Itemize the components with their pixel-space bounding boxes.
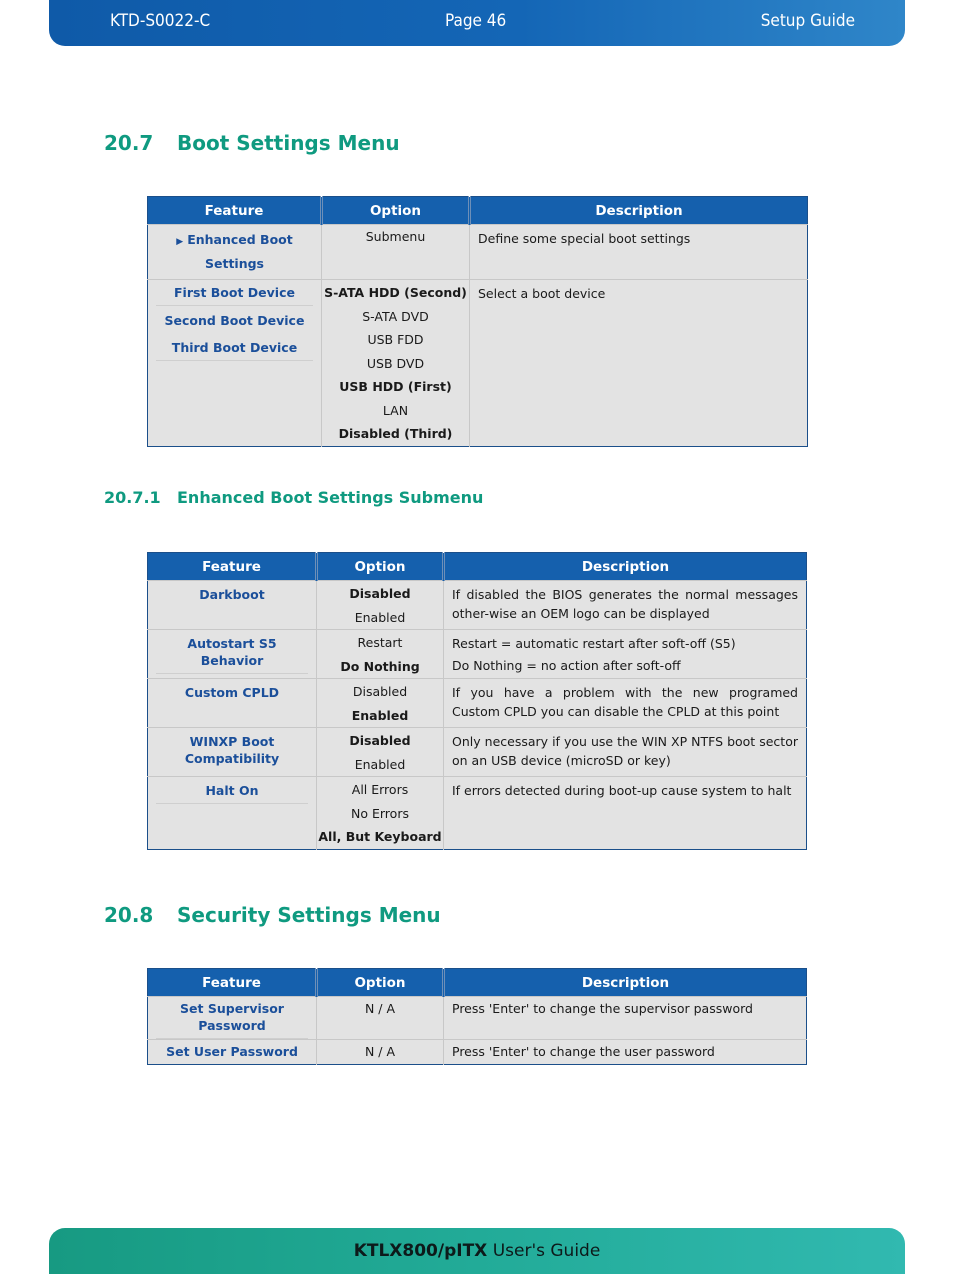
option-value: S-ATA DVD xyxy=(362,308,429,324)
option-value: USB DVD xyxy=(366,355,425,371)
option-value: USB FDD xyxy=(367,332,424,347)
description-text: Restart = automatic restart after soft-off (S5) xyxy=(452,636,736,651)
feature-set-supervisor-password[interactable]: Set Supervisor Password xyxy=(156,997,308,1039)
description-text: If you have a problem with the new programed Custom CPLD you can disable the CPLD at this point xyxy=(452,685,798,719)
col-option: Option xyxy=(317,553,444,581)
enhanced-boot-table xyxy=(147,552,807,850)
option-value: USB HDD (First) xyxy=(339,379,452,394)
option-value: Enabled xyxy=(351,707,409,723)
section-heading-20-7-1 xyxy=(104,488,483,507)
arrow-right-icon: ▶ xyxy=(176,237,184,247)
col-description: Description xyxy=(470,197,808,225)
option-value: Disabled xyxy=(352,684,408,699)
option-value: N / A xyxy=(364,1001,396,1016)
col-option: Option xyxy=(322,197,470,225)
col-feature: Feature xyxy=(148,969,317,997)
option-value: Disabled xyxy=(349,733,411,748)
options-cell xyxy=(322,280,470,447)
section-heading-20-8 xyxy=(104,903,441,927)
option-value: All, But Keyboard xyxy=(318,829,442,844)
description-text: If disabled the BIOS generates the normal messages other-wise an OEM logo can be displayed xyxy=(452,587,798,621)
description-text: Press 'Enter' to change the user password xyxy=(452,1044,715,1059)
option-value: All Errors xyxy=(351,782,409,797)
section-number: 20.7.1 xyxy=(104,488,161,507)
header-section: Setup Guide xyxy=(760,11,855,31)
page-header xyxy=(49,0,905,46)
section-title: Security Settings Menu xyxy=(177,903,441,927)
col-description: Description xyxy=(444,553,807,581)
feature-autostart-s5[interactable]: Autostart S5 Behavior xyxy=(156,630,308,674)
section-heading-20-7 xyxy=(104,131,400,155)
option-value: Submenu xyxy=(365,229,426,244)
feature-first-boot[interactable]: First Boot Device xyxy=(156,280,313,306)
submenu-link[interactable]: ▶ Enhanced Boot Settings xyxy=(176,232,293,271)
option-value: Enabled xyxy=(354,756,406,772)
feature-second-boot[interactable]: Second Boot Device xyxy=(164,313,305,328)
col-feature: Feature xyxy=(148,197,322,225)
option-value: Disabled (Third) xyxy=(338,426,453,441)
feature-set-user-password[interactable]: Set User Password xyxy=(166,1044,298,1059)
col-feature: Feature xyxy=(148,553,317,581)
boot-settings-table xyxy=(147,196,808,447)
section-number: 20.8 xyxy=(104,903,154,927)
page-footer xyxy=(49,1228,905,1274)
feature-darkboot[interactable]: Darkboot xyxy=(199,587,265,602)
col-description: Description xyxy=(444,969,807,997)
description-text: Press 'Enter' to change the supervisor password xyxy=(452,1001,753,1016)
description-text: Only necessary if you use the WIN XP NTFS boot sector on an USB device (microSD or key) xyxy=(452,734,798,768)
feature-third-boot[interactable]: Third Boot Device xyxy=(156,333,313,361)
option-value: Enabled xyxy=(354,609,406,625)
product-name: KTLX800/pITX xyxy=(353,1241,488,1261)
feature-custom-cpld[interactable]: Custom CPLD xyxy=(184,685,280,700)
description-text: Do Nothing = no action after soft-off xyxy=(452,658,681,673)
section-title: Enhanced Boot Settings Submenu xyxy=(177,488,484,507)
security-settings-table xyxy=(147,968,807,1065)
description-text: If errors detected during boot-up cause system to halt xyxy=(452,783,792,798)
option-value: N / A xyxy=(364,1044,396,1059)
page-number: Page 46 xyxy=(445,11,507,31)
section-number: 20.7 xyxy=(104,131,154,155)
guide-label: User's Guide xyxy=(487,1241,601,1261)
option-value: Do Nothing xyxy=(340,658,420,674)
section-title: Boot Settings Menu xyxy=(177,131,400,155)
doc-id: KTD-S0022-C xyxy=(110,11,211,31)
description-text: Define some special boot settings xyxy=(478,231,691,246)
option-value: Restart xyxy=(357,635,403,650)
option-value: S-ATA HDD (Second) xyxy=(324,285,467,300)
col-option: Option xyxy=(317,969,444,997)
feature-cell[interactable] xyxy=(148,225,322,280)
option-value: No Errors xyxy=(351,805,409,821)
feature-cell xyxy=(148,280,322,447)
feature-winxp-boot[interactable]: WINXP Boot Compatibility xyxy=(184,734,280,766)
feature-halt-on[interactable]: Halt On xyxy=(156,777,308,804)
option-value: Disabled xyxy=(349,586,411,601)
option-value: LAN xyxy=(382,402,409,418)
description-text: Select a boot device xyxy=(478,286,606,301)
